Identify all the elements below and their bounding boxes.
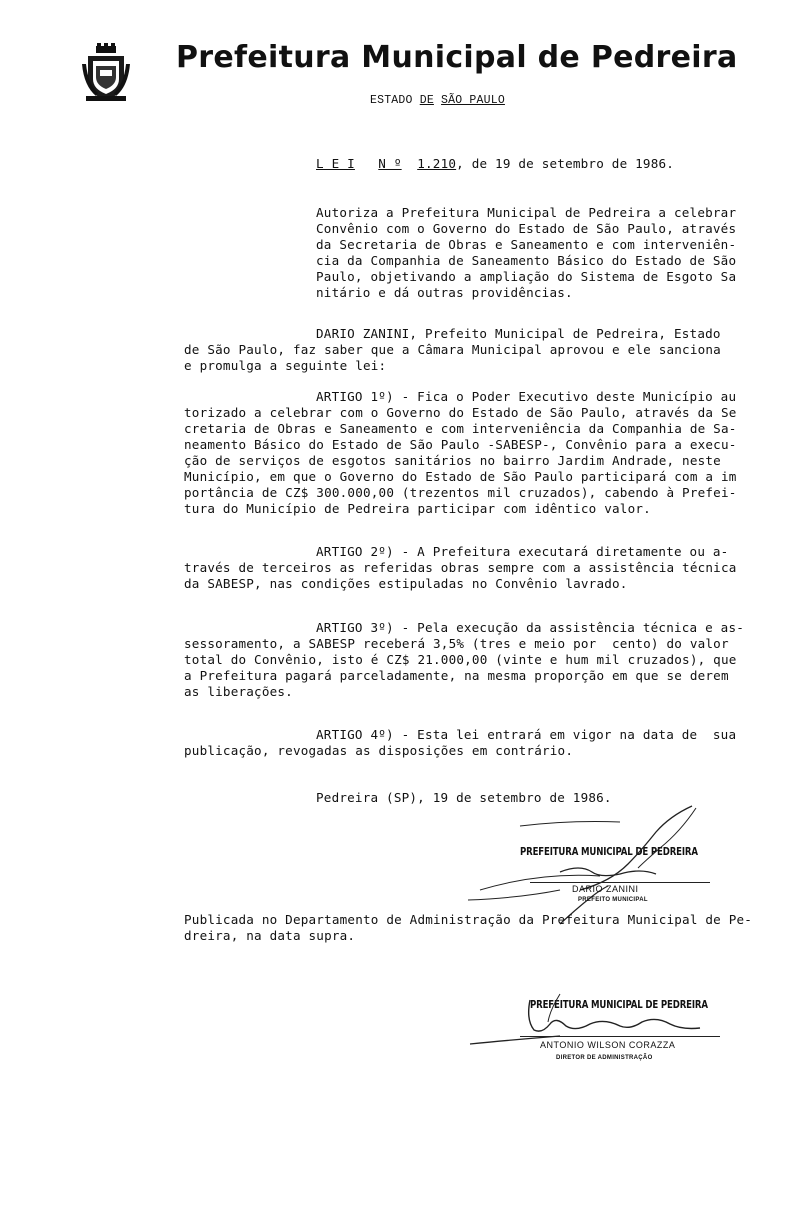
artigo-line: total do Convênio, isto é CZ$ 21.000,00 (vinte e hum mil cruzados), que [184,652,737,667]
artigo-line: a Prefeitura pagará parceladamente, na mesma proporção em que se derem [184,668,729,683]
signature-name: DARIO ZANINI [572,884,639,894]
artigo-line: ARTIGO 4º) - Esta lei entrará em vigor na data de sua [316,727,737,742]
signature-mayor-name [572,884,639,894]
publication-line: Publicada no Departamento de Administração da Prefeitura Municipal de Pe- [184,912,753,927]
publication-line: dreira, na data supra. [184,928,356,943]
ementa-line: Paulo, objetivando a ampliação do Sistema de Esgoto Sa [316,269,737,284]
state-word-de: DE [419,94,434,107]
state-word-estado: ESTADO [370,94,413,107]
page-title: Prefeitura Municipal de Pedreira [176,40,738,75]
artigo-line: ARTIGO 3º) - Pela execução da assistência técnica e as- [316,620,745,635]
signature-line [530,882,710,883]
ementa-line: da Secretaria de Obras e Saneamento e com interveniên- [316,237,737,252]
place-date: Pedreira (SP), 19 de setembro de 1986. [316,790,612,805]
ementa-line: nitário e dá outras providências. [316,285,573,300]
signature-line [520,1036,720,1037]
state-word-sao-paulo: SÃO PAULO [441,94,505,107]
preamble-line: de São Paulo, faz saber que a Câmara Municipal aprovou e ele sanciona [184,342,721,357]
signature-director-name [540,1040,675,1050]
artigo-line: as liberações. [184,684,293,699]
signature-mayor-role [578,897,648,903]
signature-director-role [556,1055,653,1061]
artigo-line: ARTIGO 2º) - A Prefeitura executará diretamente ou a- [316,544,729,559]
law-heading [316,156,674,171]
law-date: , de 19 de setembro de 1986. [456,156,675,171]
artigo-line: torizado a celebrar com o Governo do Estado de São Paulo, através da Se [184,405,737,420]
signature-name: ANTONIO WILSON CORAZZA [540,1040,676,1050]
artigo-line: Município, em que o Governo do Estado de São Paulo participará com a im [184,469,737,484]
law-label: L E I [316,156,355,171]
artigo-line: portância de CZ$ 300.000,00 (trezentos mil cruzados), cabendo à Prefei- [184,485,737,500]
artigo-line: tura do Município de Pedreira participar com idêntico valor. [184,501,651,516]
law-number-label: N º [378,156,402,171]
artigo-line: través de terceiros as referidas obras sempre com a assistência técnica [184,560,737,575]
ementa-line: Autoriza a Prefeitura Municipal de Pedreira a celebrar [316,205,737,220]
artigo-line: ARTIGO 1º) - Fica o Poder Executivo deste Município au [316,389,737,404]
artigo-line: da SABESP, nas condições estipuladas no Convênio lavrado. [184,576,628,591]
signature-role: PREFEITO MUNICIPAL [578,897,648,903]
artigo-line: cretaria de Obras e Saneamento e com interveniência da Companhia de Sa- [184,421,737,436]
preamble-line: e promulga a seguinte lei: [184,358,387,373]
artigo-line: sessoramento, a SABESP receberá 3,5% (tres e meio por cento) do valor [184,636,729,651]
ementa-line: cia da Companhia de Saneamento Básico do Estado de São [316,253,737,268]
signature-stamp: PREFEITURA MUNICIPAL DE PEDREIRA [520,845,698,858]
state-subtitle [370,94,505,107]
preamble-line: DARIO ZANINI, Prefeito Municipal de Pedreira, Estado [316,326,721,341]
ementa-line: Convênio com o Governo do Estado de São Paulo, através [316,221,737,236]
signature-role: DIRETOR DE ADMINISTRAÇÃO [556,1055,653,1061]
municipal-crest-icon [82,46,130,104]
signature-stamp: PREFEITURA MUNICIPAL DE PEDREIRA [530,998,708,1011]
artigo-line: neamento Básico do Estado de São Paulo -SABESP-, Convênio para a execu- [184,437,737,452]
law-number: 1.210 [417,156,457,171]
artigo-line: publicação, revogadas as disposições em contrário. [184,743,574,758]
artigo-line: ção de serviços de esgotos sanitários no bairro Jardim Andrade, neste [184,453,721,468]
